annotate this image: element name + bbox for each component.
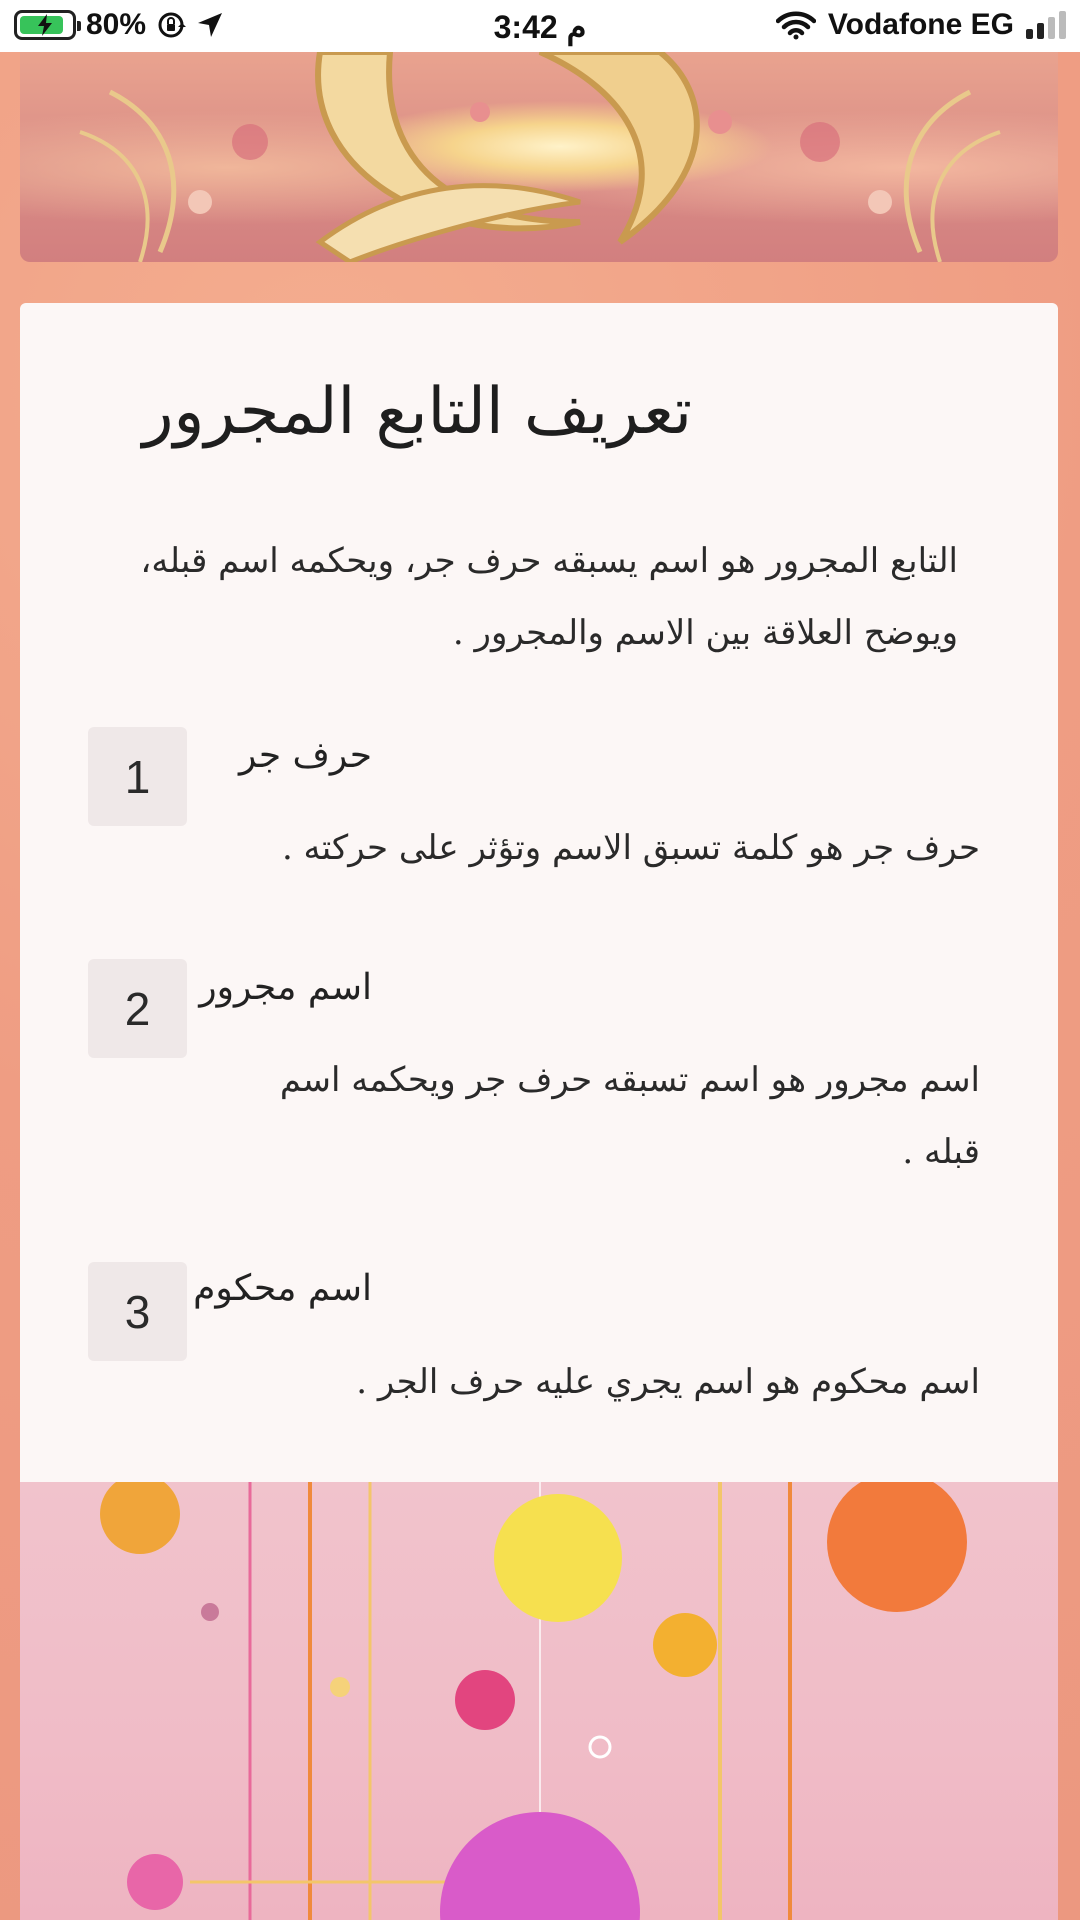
status-bar-right	[776, 8, 1066, 42]
clock: 3:42 م	[493, 9, 587, 45]
ornament-illustration	[20, 52, 1058, 262]
step-description: اسم مجرور هو اسم تسبقه حرف جر ويحكمه اسم قبله .	[279, 1060, 980, 1172]
signal-bars-icon	[1026, 11, 1066, 39]
page-title: تعريف التابع المجرور	[142, 375, 692, 449]
step-number-badge: 2	[88, 959, 187, 1058]
step-number-badge: 3	[88, 1262, 187, 1361]
abstract-illustration	[20, 1482, 1058, 1920]
wifi-icon	[776, 10, 816, 40]
bottom-decorative-banner	[20, 1482, 1058, 1920]
step-description: حرف جر هو كلمة تسبق الاسم وتؤثر على حركته .	[281, 828, 980, 868]
step-description: اسم محكوم هو اسم يجري عليه حرف الجر .	[356, 1362, 980, 1402]
battery-percent: 80%	[86, 8, 147, 41]
step-title: اسم محكوم	[193, 1268, 372, 1309]
step-number-badge: 1	[88, 727, 187, 826]
status-bar	[0, 0, 1080, 52]
carrier-name: Vodafone EG	[827, 8, 1014, 41]
bolt-icon	[36, 14, 54, 36]
step-title: اسم مجرور	[199, 967, 372, 1008]
top-decorative-banner	[20, 52, 1058, 262]
lesson-intro: التابع المجرور هو اسم يسبقه حرف جر، ويحكمه اسم قبله، ويوضح العلاقة بين الاسم والمجرور .	[140, 541, 958, 653]
step-title: حرف جر	[239, 735, 372, 776]
